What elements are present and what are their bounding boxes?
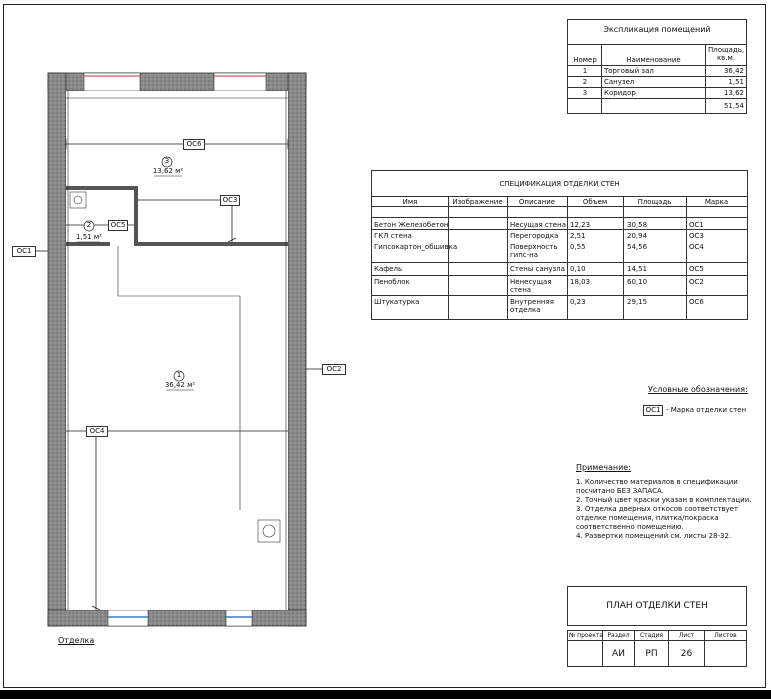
- explication-row-1-name: Торговый зал: [604, 67, 654, 75]
- spec-title: СПЕЦИФИКАЦИЯ ОТДЕЛКИ СТЕН: [499, 180, 620, 188]
- explication-row-2-area: 1,51: [728, 78, 744, 86]
- partition-bath-right: [134, 186, 138, 246]
- stamp-section-value: АИ: [612, 649, 625, 659]
- explication-table: [567, 19, 747, 114]
- explication-row-3-num: 3: [582, 89, 588, 97]
- explication-total-area: 51,54: [723, 102, 744, 110]
- note-line: отделке помещения, плитка/покраска: [576, 514, 719, 522]
- tag-oc4: ОС4: [86, 426, 108, 437]
- spec-row-2-mark: ОС3: [689, 232, 704, 240]
- spec-header-image: Изображение: [452, 198, 503, 206]
- partition-corridor: [134, 242, 288, 246]
- spec-row-3-area: 54,56: [627, 243, 648, 251]
- tag-oc3: ОС3: [220, 195, 240, 206]
- spec-row-6-area: 29,15: [627, 298, 648, 306]
- stamp-title: ПЛАН ОТДЕЛКИ СТЕН: [606, 601, 708, 611]
- spec-row-2-description: Перегородка: [510, 232, 559, 240]
- spec-row-4-area: 14,51: [627, 265, 648, 273]
- spec-header-volume: Объем: [582, 198, 608, 206]
- spec-row-1-description: Несущая стена: [510, 221, 566, 229]
- spec-row-1-volume: 12,23: [570, 221, 591, 229]
- stamp-header-sheets: Листов: [714, 632, 737, 639]
- spec-row-1-mark: ОС1: [689, 221, 704, 229]
- spec-row-5-name: Пеноблок: [374, 278, 410, 286]
- spec-row-2-volume: 2,51: [570, 232, 586, 240]
- stamp-stage-value: РП: [645, 649, 658, 659]
- spec-header-mark: Марка: [704, 198, 729, 206]
- explication-header-name: Наименование: [626, 56, 681, 64]
- stamp-info-box: [567, 630, 747, 667]
- spec-row-1-name: Бетон Железобетон: [374, 221, 449, 229]
- opening-bottom-right: [226, 610, 252, 626]
- spec-row-4-volume: 0,10: [570, 265, 586, 273]
- spec-row-2-name: ГКЛ стена: [374, 232, 412, 240]
- spec-row-4-mark: ОС5: [689, 265, 704, 273]
- explication-header-number: Номер: [573, 56, 597, 64]
- otdelka-label: Отделка: [58, 636, 95, 645]
- explication-header-area: Площадь, кв.м.: [707, 46, 745, 62]
- spec-row-5-mark: ОС2: [689, 278, 704, 286]
- spec-header-area: Площадь: [637, 198, 672, 206]
- spec-row-4-description: Стены санузла: [510, 265, 565, 273]
- explication-title: Экспликация помещений: [603, 25, 711, 34]
- explication-row-1-area: 36,42: [723, 67, 744, 75]
- spec-row-6-name: Штукатурка: [374, 298, 420, 306]
- spec-row-3-volume: 0,55: [570, 243, 586, 251]
- explication-row-2-name: Санузел: [604, 78, 635, 86]
- note-line: посчитано БЕЗ ЗАПАСА.: [576, 487, 665, 495]
- spec-header-description: Описание: [518, 198, 556, 206]
- stamp-header-sheet: Лист: [678, 632, 695, 639]
- spec-row-6-volume: 0,23: [570, 298, 586, 306]
- spec-row-6-description: Внутренняя отделка: [510, 298, 554, 314]
- explication-row-1-num: 1: [582, 67, 588, 75]
- wall-right: [288, 73, 306, 626]
- explication-row-2-num: 2: [582, 78, 588, 86]
- spec-table: [371, 170, 748, 320]
- note-line: 2. Точный цвет краски указан в комплектации.: [576, 496, 752, 504]
- stamp-sheet-value: 26: [680, 649, 693, 659]
- wall-left: [48, 73, 66, 626]
- spec-row-5-area: 60,10: [627, 278, 648, 286]
- wall-bottom: [48, 610, 306, 626]
- explication-row-3-name: Коридор: [604, 89, 636, 97]
- note-line: соответственно помещению.: [576, 523, 684, 531]
- notes-title: Примечание:: [576, 463, 631, 472]
- spec-row-6-mark: ОС6: [689, 298, 704, 306]
- legend-title: Условные обозначения:: [648, 385, 748, 394]
- tag-oc5: ОС5: [108, 220, 128, 231]
- stamp-header-project: № проекта: [569, 632, 604, 639]
- notes-list: [576, 478, 751, 541]
- room-2-area: 1,51 м²: [76, 233, 102, 241]
- room-3-area: 13,62 м²: [152, 167, 184, 175]
- spec-row-3-mark: ОС4: [689, 243, 704, 251]
- note-line: 4. Развертки помещений см. листы 28-32.: [576, 532, 732, 540]
- room-2-number: 2: [86, 221, 92, 229]
- stamp-title-box: [567, 586, 747, 626]
- legend-mark: ОС1: [643, 405, 663, 416]
- explication-row-3-area: 13,62: [723, 89, 744, 97]
- opening-bottom-left: [108, 610, 148, 626]
- legend-text: - Марка отделки стен: [666, 406, 747, 414]
- tag-oc6: ОС6: [183, 139, 205, 150]
- tag-oc2: ОС2: [322, 364, 346, 375]
- spec-row-3-description: Поверхность гипс-на: [510, 243, 558, 259]
- note-line: 1. Количество материалов в спецификации: [576, 478, 738, 486]
- room-1-area: 36,42 м²: [164, 381, 196, 389]
- spec-row-5-volume: 18,03: [570, 278, 591, 286]
- spec-row-4-name: Кафель: [374, 265, 403, 273]
- note-line: 3. Отделка дверных откосов соответствует: [576, 505, 738, 513]
- spec-header-name: Имя: [402, 198, 418, 206]
- partition-bath-top: [66, 186, 138, 190]
- room-1-number: 1: [176, 371, 182, 379]
- room-3-number: 3: [164, 157, 170, 165]
- stamp-header-section: Раздел: [607, 632, 630, 639]
- spec-row-5-description: Ненесущая стена: [510, 278, 552, 294]
- spec-row-2-area: 20,94: [627, 232, 648, 240]
- spec-row-1-area: 30,58: [627, 221, 648, 229]
- tag-oc1: ОС1: [12, 246, 36, 257]
- spec-row-3-name: Гипсокартон_обшивка: [374, 243, 458, 251]
- stamp-header-stage: Стадия: [639, 632, 664, 639]
- partition-bath-bottom: [66, 242, 110, 246]
